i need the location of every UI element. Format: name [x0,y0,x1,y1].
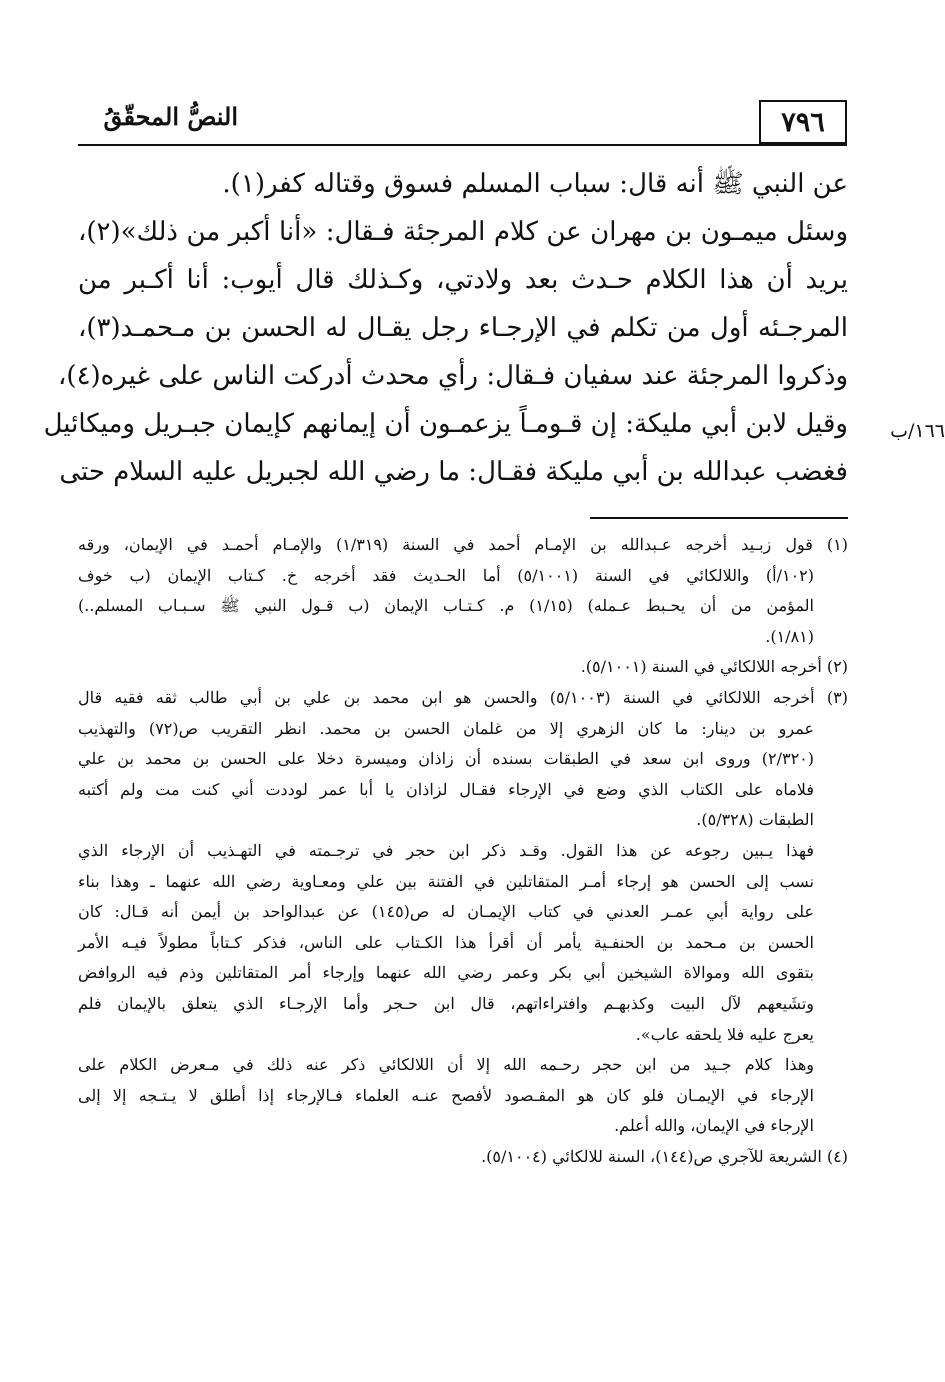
footnotes [78,530,848,1172]
footnote-line: وهذا كلام جـيد من ابن حجر رحـمه الله إلا أن اللالكائي ذكر عنه ذلك في مـعرض الكلام على [78,1055,814,1075]
main-line: فغضب عبدالله بن أبي مليكة فقـال: ما رضي الله لجبريل عليه السلام حتى [59,457,848,487]
footnote-line: نسب إلى الحسن هو إرجاء أمـر المتقاتلين في الفتنة بين علي ومعـاوية رضي الله عنهما ـ وهذا بناء [78,871,814,891]
footnote-line: المؤمن من أن يحـبط عـمله) (١/١٥) م. كـتـاب الإيمان (ب قـول النبي ﷺ سـبـاب المسلم..) [78,596,814,616]
manuscript-folio-marker: ١٦٦/ب [890,420,945,442]
footnote-line: بتقوى الله وموالاة الشيخين أبي بكر وعمر رضي الله عنهما وإرجاء أمر المتقاتلين وذم فيه الروافض [78,963,814,983]
main-line: المرجـئه أول من تكلم في الإرجـاء رجل يقـال له الحسن بن مـحمـد(٣)، [78,313,848,343]
footnote-line: (٢/٣٢٠) وروى ابن سعد في الطبقات بسنده أن زاذان وميسرة دخلا على الحسن بن محمد بن علي [78,749,814,769]
footnote-line: (٤) الشريعة للآجري ص(١٤٤)، السنة للالكائي (٥/١٠٠٤). [481,1146,848,1166]
footnote-line: (١٠٢/أ) واللالكائي في السنة (٥/١٠٠١) أما الحـديث فقد أخرجه خ. كـتاب الإيمان (ب خوف [78,565,814,585]
footnote-line: فلاماه على الكتاب الذي وضع في الإرجاء فقـال لزاذان يا أبا عمر لوددت أني كنت مت ولم أكتبه [78,779,814,799]
footnote-line: على رواية أبي عمـر العدني في كتاب الإيمـان له ص(١٤٥) عن عبدالواحد بن أيمن أنه قـال: كان [78,902,814,922]
main-text [43,160,848,496]
main-line: وقيل لابن أبي مليكة: إن قـومـاً يزعمـون أن إيمانهم كإيمان جبـريل وميكائيل [43,409,848,439]
footnote-line: (٣) أخرجه اللالكائي في السنة (٥/١٠٠٣) والحسن هو ابن محمد بن علي بن أبي طالب ثقه فقيه قال [78,687,848,707]
running-title: النصُّ المحقّقُ [103,102,238,131]
footnote-line: الطبقات (٥/٣٢٨). [696,810,814,830]
main-line: وسئل ميمـون بن مهران عن كلام المرجئة فـقال: «أنا أكبر من ذلك»(٢)، [78,217,848,247]
footnote-line: عمرو بن دينار: ما كان الزهري إلا من غلمان الحسن بن محمد. انظر التقريب ص(٧٢) والتهذيب [78,718,815,738]
main-line: وذكروا المرجئة عند سفيان فـقال: رأي محدث أدركت الناس على غيره(٤)، [58,361,848,391]
footnote-line: يعرج عليه فلا يلحقه عاب». [635,1024,814,1044]
footnote-line: الإرجاء في الإيمـان فلو كان هو المقـصود لأفصح عنـه العلماء فـالإرجاء إذا أطلق لا يـتـجه إلا إلى [78,1085,814,1105]
footnote-line: (١) قول زبـيد أخرجه عـبدالله بن الإمـام أحمد في السنة (١/٣١٩) والإمـام أحمـد في الإيمان، ورقه [78,535,849,554]
footnote-line: فهذا يـبين رجوعه عن هذا القول. وقـد ذكر ابن حجر في ترجـمته في التهـذيب أن الإرجاء الذي [78,840,814,860]
page-number: ٧٩٦ [759,100,847,144]
main-line: عن النبي ﷺ أنه قال: سباب المسلم فسوق وقتاله كفر(١). [222,169,848,199]
main-line: يريد أن هذا الكلام حـدث بعد ولادتي، وكـذلك قال أيوب: أنا أكـبر من [78,265,848,295]
footnote-line: (٢) أخرجه اللالكائي في السنة (٥/١٠٠١). [580,657,848,677]
footnote-separator [590,517,848,519]
header-rule [78,144,847,146]
footnote-line: الإرجاء في الإيمان، والله أعلم. [614,1116,814,1136]
footnote-line: (١/٨١). [765,626,814,646]
footnote-line: الحسن بن مـحمد بن الحنفـية يأمر أن أقرأ هذا الكـتاب على الناس، فذكر كـتاباً مطولاً فيـه الأمر [78,932,814,952]
footnote-line: وتشَيعهم لآل البيت وكذبهـم وافتراءاتهم، قال ابن حـجر وأما الإرجـاء الذي يتعلق بالإيمان فلم [78,993,815,1013]
